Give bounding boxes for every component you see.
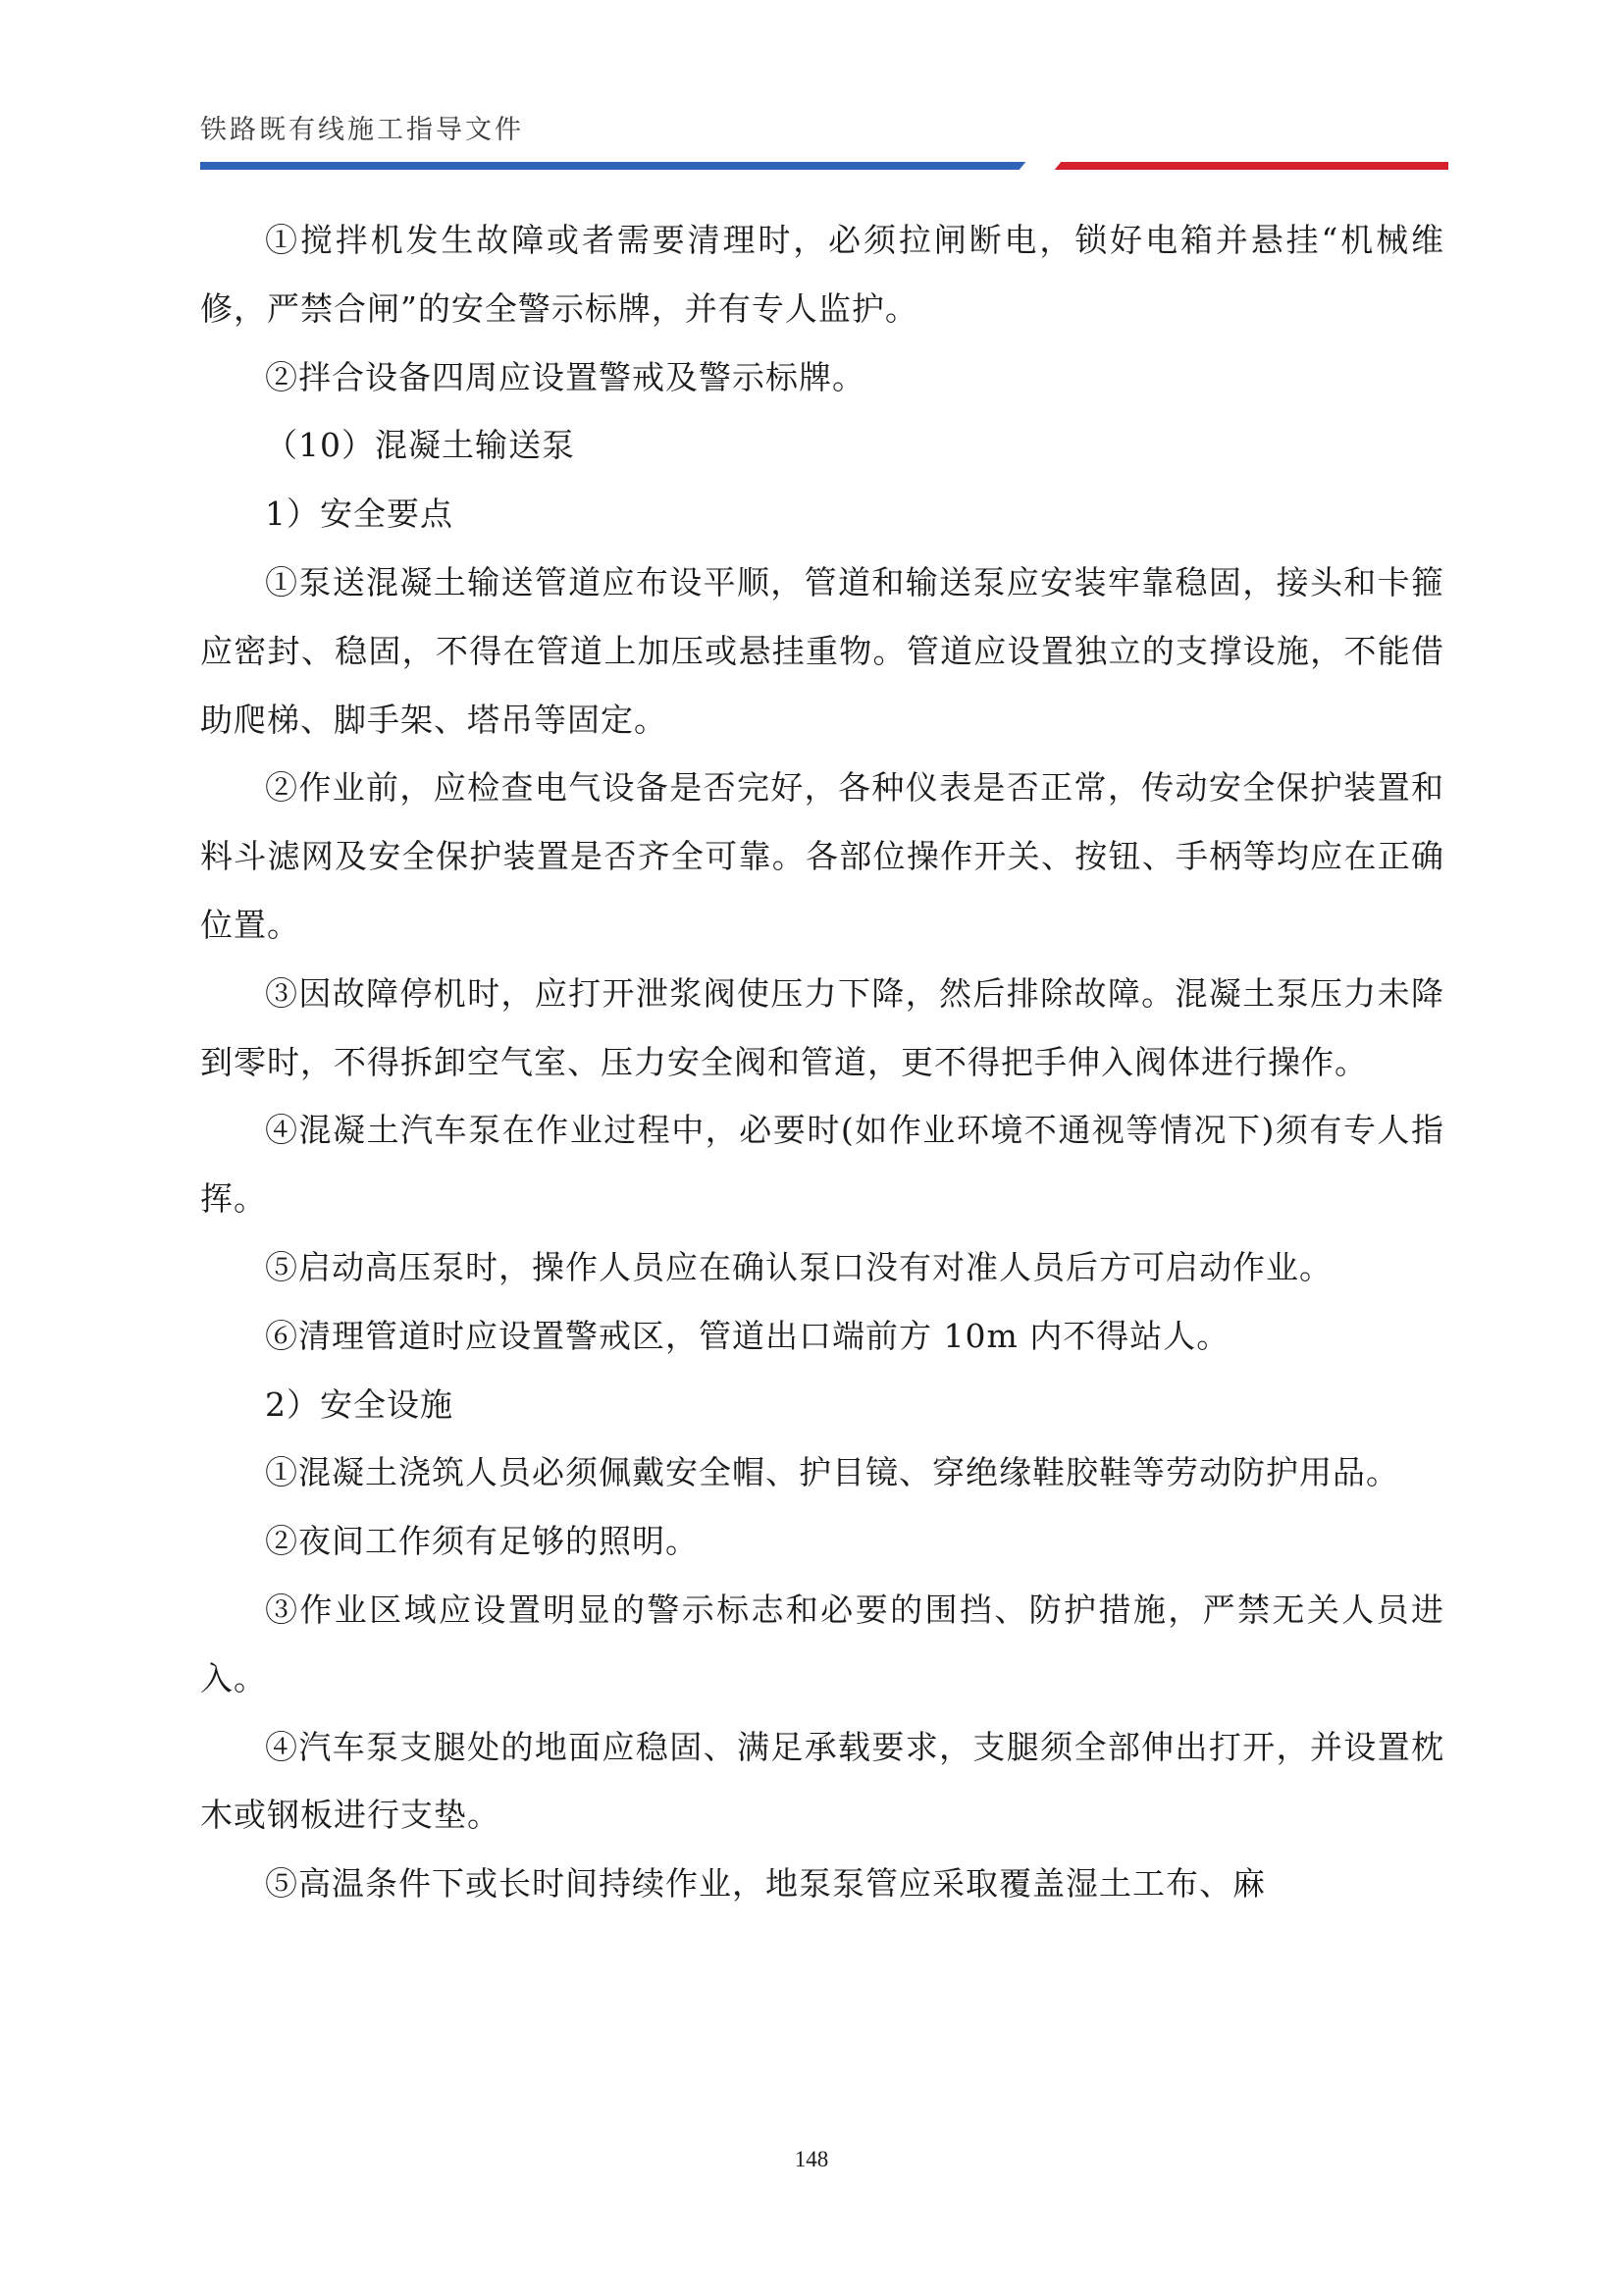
section-heading-concrete-pump: （10）混凝土输送泵 xyxy=(265,426,575,465)
paragraph-mixer-warning-signs: ②拌合设备四周应设置警戒及警示标牌。 xyxy=(265,357,865,396)
paragraph-outrigger-ground: ④汽车泵支腿处的地面应稳固、满足承载要求，支腿须全部伸出打开，并设置枕木或钢板进行支垫。 xyxy=(200,1727,1444,1835)
paragraph-night-lighting: ②夜间工作须有足够的照明。 xyxy=(265,1522,699,1561)
paragraph-warning-barriers: ③作业区域应设置明显的警示标志和必要的围挡、防护措施，严禁无关人员进入。 xyxy=(200,1590,1444,1697)
subsection-heading-safety-points: 1）安全要点 xyxy=(265,495,453,534)
paragraph-high-temperature: ⑤高温条件下或长时间持续作业，地泵泵管应采取覆盖湿土工布、麻 xyxy=(265,1864,1266,1904)
paragraph-pipe-cleaning: ⑥清理管道时应设置警戒区，管道出口端前方 10m 内不得站人。 xyxy=(265,1316,1230,1355)
paragraph-pipeline-layout: ①泵送混凝土输送管道应布设平顺，管道和输送泵应安装牢靠稳固，接头和卡箍应密封、稳固，不得在管道上加压或悬挂重物。管道应设置独立的支撑设施，不能借助爬梯、脚手架、塔吊等固定。 xyxy=(200,562,1444,739)
subsection-heading-safety-facilities: 2）安全设施 xyxy=(265,1384,453,1424)
paragraph-mixer-fault: ①搅拌机发生故障或者需要清理时，必须拉闸断电，锁好电箱并悬挂“机械维修，严禁合闸”的安全警示标牌，并有专人监护。 xyxy=(200,221,1444,328)
page-number: 148 xyxy=(794,2147,829,2171)
header-rule-red-segment xyxy=(1044,162,1448,170)
paragraph-high-pressure-start: ⑤启动高压泵时，操作人员应在确认泵口没有对准人员后方可启动作业。 xyxy=(265,1247,1333,1286)
paragraph-truck-pump-command: ④混凝土汽车泵在作业过程中，必要时(如作业环境不通视等情况下)须有专人指挥。 xyxy=(200,1111,1444,1219)
running-header-title: 铁路既有线施工指导文件 xyxy=(200,115,524,145)
header-divider-rule xyxy=(200,162,1448,170)
paragraph-pre-operation-check: ②作业前，应检查电气设备是否完好，各种仪表是否正常，传动安全保护装置和料斗滤网及安全保护装置是否齐全可靠。各部位操作开关、按钮、手柄等均应在正确位置。 xyxy=(200,768,1444,944)
document-body xyxy=(200,206,1444,1918)
paragraph-protective-equipment: ①混凝土浇筑人员必须佩戴安全帽、护目镜、穿绝缘鞋胶鞋等劳动防护用品。 xyxy=(265,1453,1399,1492)
paragraph-fault-shutdown: ③因故障停机时，应打开泄浆阀使压力下降，然后排除故障。混凝土泵压力未降到零时，不得拆卸空气室、压力安全阀和管道，更不得把手伸入阀体进行操作。 xyxy=(200,973,1444,1081)
header-rule-blue-segment xyxy=(200,162,1044,170)
